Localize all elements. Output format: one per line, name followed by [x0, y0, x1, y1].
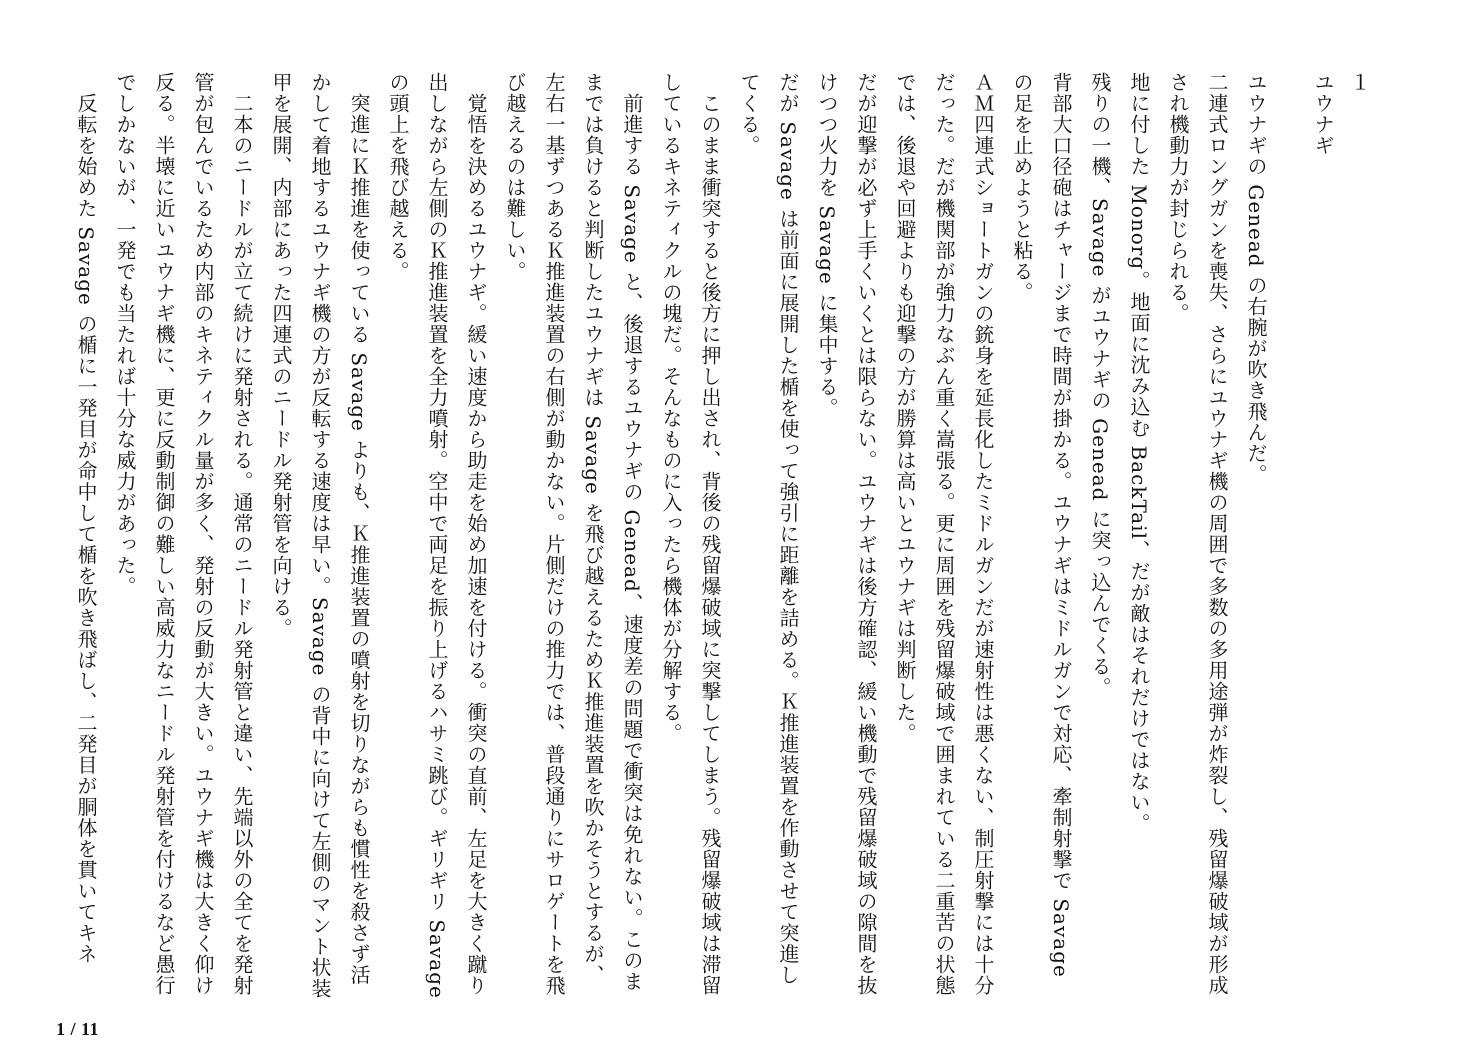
paragraph-11: 覚悟を決めるユウナギ。緩い速度から助走を始め加速を付ける。衝突の直前、左足を大きく蹴り出しながら左側のＫ推進装置を全力噴射。空中で両足を振り上げるハサミ跳び。ギリギリ Savage の頭上を飛び越える。: [386, 72, 488, 999]
paragraph-8: だが Savage は前面に展開した楯を使って強引に距離を詰める。Ｋ推進装置を作動させて突進してくる。: [737, 72, 800, 986]
paragraph-14: 反転を始めた Savage の楯に一発目が命中して楯を吹き飛ばし、二発目が胴体を貫いてキネ: [74, 72, 98, 965]
chapter-title: ユウナギ: [1311, 72, 1335, 156]
paragraph-10: 前進する Savage と、後退するユウナギの Genead、速度差の問題で衝突は免れない。このままでは負けると判断したユウナギは Savage を飛び越えるためＫ推進装置を吹かそうとするが、左右一基ずつあるＫ推進装置の右側が動かない。片側だけの推力では、普段通りにサロゲートを飛び越えるのは難しい。: [503, 72, 644, 996]
paragraph-4: 残りの一機、Savage がユウナギの Genead に突っ込んでくる。: [1088, 72, 1112, 698]
paragraph-9: このまま衝突すると後方に押し出され、背後の残留爆破域に突撃してしまう。残留爆破域は滞留しているキネティクルの塊だ。そんなものに入ったら機体が分解する。: [659, 72, 722, 996]
paragraph-3: 地に付した Monorg。地面に沈み込む BackTail、だが敵はそれだけではない。: [1127, 72, 1151, 834]
paragraph-7: だが迎撃が必ず上手くいくとは限らない。ユウナギは後方確認、緩い機動で残留爆破域の隙間を抜けつつ火力を Savage に集中する。: [815, 72, 878, 996]
paragraph-6: ＡＭ四連式ショートガンの銃身を延長化したミドルガンだが速射性は悪くない、制圧射撃には十分だった。だが機関部が強力なぶん重く嵩張る。更に周囲を残留爆破域で囲まれている二重苦の状態では、後退や回避よりも迎撃の方が勝算は高いとユウナギは判断した。: [893, 72, 995, 996]
paragraph-13: 二本のニードルが立て続けに発射される。通常のニードル発射管と違い、先端以外の全てを発射管が包んでいるため内部のキネティクル量が多く、発射の反動が大きい。ユウナギ機は大きく仰け反る。半壊に近いユウナギ機に、更に反動制御の難しい高威力なニードル発射管を付けるなど愚行でしかないが、一発でも当たれば十分な威力があった。: [113, 72, 254, 996]
chapter-heading: [1305, 72, 1377, 1002]
page-number: 1 / 11: [56, 1019, 100, 1039]
chapter-number: １: [1347, 72, 1371, 93]
paragraph-2: 二連式ロングガンを喪失、さらにユウナギ機の周囲で多数の多用途弾が炸裂し、残留爆破域が形成され機動力が封じられる。: [1166, 72, 1229, 996]
paragraph-12: 突進にＫ推進を使っている Savage よりも、Ｋ推進装置の噴射を切りながらも慣性を殺さず活かして着地するユウナギ機の方が反転する速度は早い。Savage の背中に向けて左側のマント状装甲を展開、内部にあった四連式のニードル発射管を向ける。: [269, 72, 371, 999]
paragraph-1: ユウナギの Genead の右腕が吹き飛んだ。: [1244, 72, 1268, 485]
paragraph-5: 背部大口径砲はチャージまで時間が掛かる。ユウナギはミドルガンで対応、牽制射撃で Savage の足を止めようと粘る。: [1010, 72, 1073, 978]
vertical-text-body: [47, 72, 1377, 1002]
